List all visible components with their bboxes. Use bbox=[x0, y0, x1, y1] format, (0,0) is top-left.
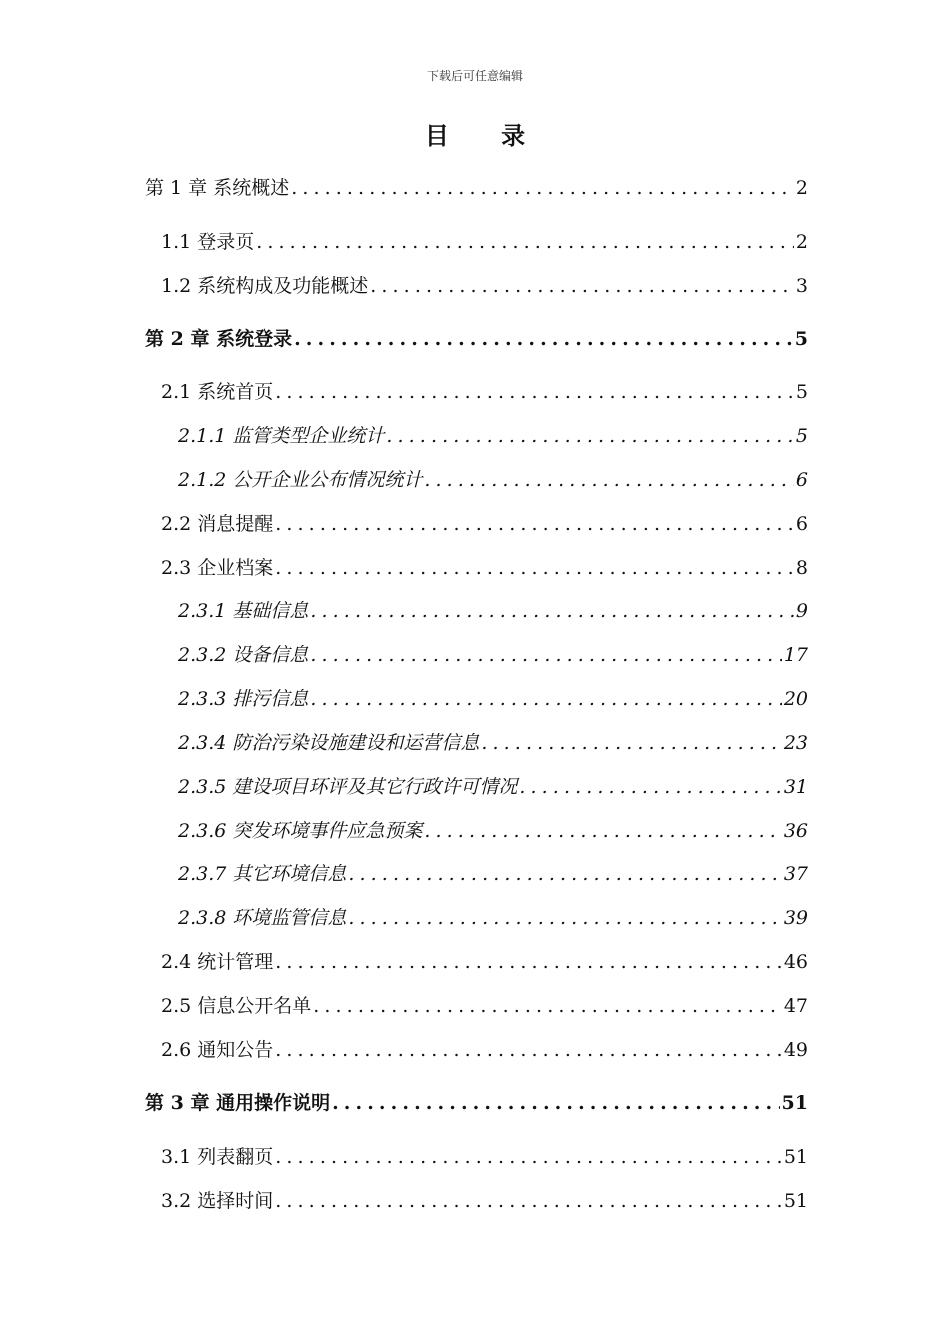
toc-entry-title: 第 3 章 通用操作说明 bbox=[145, 1092, 331, 1114]
toc-entry-page: 8 bbox=[795, 557, 808, 579]
toc-entry-title: 2.6 通知公告 bbox=[161, 1039, 274, 1061]
toc-entry-page: 23 bbox=[783, 732, 808, 754]
toc-entry[interactable] bbox=[0, 728, 808, 758]
toc-entry[interactable] bbox=[0, 324, 808, 354]
toc-entry[interactable] bbox=[0, 377, 808, 407]
toc-entry-page: 37 bbox=[783, 863, 808, 885]
toc-entry-page: 9 bbox=[795, 600, 808, 622]
toc-entry[interactable] bbox=[0, 640, 808, 670]
toc-entry-page: 47 bbox=[783, 995, 808, 1017]
toc-entry-title: 第 1 章 系统概述 bbox=[145, 177, 290, 199]
toc-entry-title: 2.5 信息公开名单 bbox=[161, 995, 312, 1017]
toc-leader bbox=[275, 377, 794, 407]
toc-entry-page: 20 bbox=[783, 688, 808, 710]
toc-entry-title: 2.1.2 公开企业公布情况统计 bbox=[178, 469, 423, 491]
toc-entry[interactable] bbox=[0, 1186, 808, 1216]
toc-entry-page: 17 bbox=[783, 644, 808, 666]
toc-entry-title: 1.1 登录页 bbox=[161, 231, 255, 253]
toc-entry[interactable] bbox=[0, 509, 808, 539]
toc-entry-title: 2.4 统计管理 bbox=[161, 951, 274, 973]
toc-entry-title: 3.1 列表翻页 bbox=[161, 1146, 274, 1168]
toc-leader bbox=[291, 173, 794, 203]
toc-leader bbox=[256, 227, 794, 257]
toc-entry-page: 51 bbox=[783, 1146, 808, 1168]
toc-title: 目 录 bbox=[424, 121, 548, 150]
toc-entry[interactable] bbox=[0, 596, 808, 626]
toc-leader bbox=[313, 991, 782, 1021]
toc-entry[interactable] bbox=[0, 271, 808, 301]
header-note: 下载后可任意编辑 bbox=[426, 69, 523, 83]
toc-entry[interactable] bbox=[0, 227, 808, 257]
toc-entry-page: 49 bbox=[783, 1039, 808, 1061]
toc-entry[interactable] bbox=[0, 903, 808, 933]
toc-entry-title: 2.3.3 排污信息 bbox=[178, 688, 309, 710]
toc-leader bbox=[310, 684, 781, 714]
toc-leader bbox=[310, 640, 781, 670]
toc-entry-page: 6 bbox=[795, 469, 808, 491]
toc-entry[interactable] bbox=[0, 553, 808, 583]
toc-entry-title: 2.3.5 建设项目环评及其它行政许可情况 bbox=[178, 776, 518, 798]
toc-leader bbox=[386, 421, 794, 451]
toc-leader bbox=[370, 271, 794, 301]
toc-entry-title: 2.3.6 突发环境事件应急预案 bbox=[178, 820, 423, 842]
toc-leader bbox=[275, 1186, 782, 1216]
toc-entry-page: 39 bbox=[783, 907, 808, 929]
toc-entry[interactable] bbox=[0, 772, 808, 802]
toc-entry-page: 51 bbox=[781, 1092, 808, 1114]
toc-entry[interactable] bbox=[0, 1035, 808, 1065]
toc-entry[interactable] bbox=[0, 859, 808, 889]
toc-entry-page: 6 bbox=[795, 513, 808, 535]
toc-entry-title: 2.3.7 其它环境信息 bbox=[178, 863, 347, 885]
toc-leader bbox=[294, 324, 793, 354]
toc-leader bbox=[275, 947, 782, 977]
toc-leader bbox=[481, 728, 781, 758]
toc-entry-title: 2.3.1 基础信息 bbox=[178, 600, 309, 622]
toc-entry-title: 2.1 系统首页 bbox=[161, 381, 274, 403]
toc-entry[interactable] bbox=[0, 1142, 808, 1172]
toc-leader bbox=[275, 1035, 782, 1065]
toc-entry-page: 5 bbox=[795, 425, 808, 447]
toc-leader bbox=[275, 553, 794, 583]
toc-entry-page: 31 bbox=[783, 776, 808, 798]
toc-entry[interactable] bbox=[0, 947, 808, 977]
toc-entry[interactable] bbox=[0, 1088, 808, 1118]
toc-entry-page: 46 bbox=[783, 951, 808, 973]
toc-entry[interactable] bbox=[0, 421, 808, 451]
toc-entry-page: 2 bbox=[795, 231, 808, 253]
toc-entry-title: 2.2 消息提醒 bbox=[161, 513, 274, 535]
toc-leader bbox=[348, 903, 781, 933]
toc-entry-page: 5 bbox=[795, 381, 808, 403]
toc-leader bbox=[310, 596, 794, 626]
toc-entry-page: 2 bbox=[795, 177, 808, 199]
toc-leader bbox=[424, 465, 794, 495]
toc-entry-title: 3.2 选择时间 bbox=[161, 1190, 274, 1212]
toc-entry-page: 36 bbox=[783, 820, 808, 842]
toc-entry[interactable] bbox=[0, 465, 808, 495]
toc-entry-title: 2.3 企业档案 bbox=[161, 557, 274, 579]
toc-entry-page: 5 bbox=[794, 328, 808, 350]
toc-leader bbox=[275, 1142, 782, 1172]
toc-entry-title: 2.3.8 环境监管信息 bbox=[178, 907, 347, 929]
toc-entry-page: 51 bbox=[783, 1190, 808, 1212]
toc-entry[interactable] bbox=[0, 173, 808, 203]
toc-entry[interactable] bbox=[0, 684, 808, 714]
toc-entry-title: 1.2 系统构成及功能概述 bbox=[161, 275, 369, 297]
toc-leader bbox=[348, 859, 781, 889]
toc-leader bbox=[332, 1088, 779, 1118]
toc-entry-title: 第 2 章 系统登录 bbox=[145, 328, 293, 350]
toc-leader bbox=[424, 816, 781, 846]
toc-entry[interactable] bbox=[0, 991, 808, 1021]
toc-leader bbox=[275, 509, 794, 539]
toc-entry[interactable] bbox=[0, 816, 808, 846]
toc-leader bbox=[519, 772, 781, 802]
toc-entry-page: 3 bbox=[795, 275, 808, 297]
toc-entry-title: 2.1.1 监管类型企业统计 bbox=[178, 425, 385, 447]
toc-entry-title: 2.3.2 设备信息 bbox=[178, 644, 309, 666]
toc-entry-title: 2.3.4 防治污染设施建设和运营信息 bbox=[178, 732, 480, 754]
